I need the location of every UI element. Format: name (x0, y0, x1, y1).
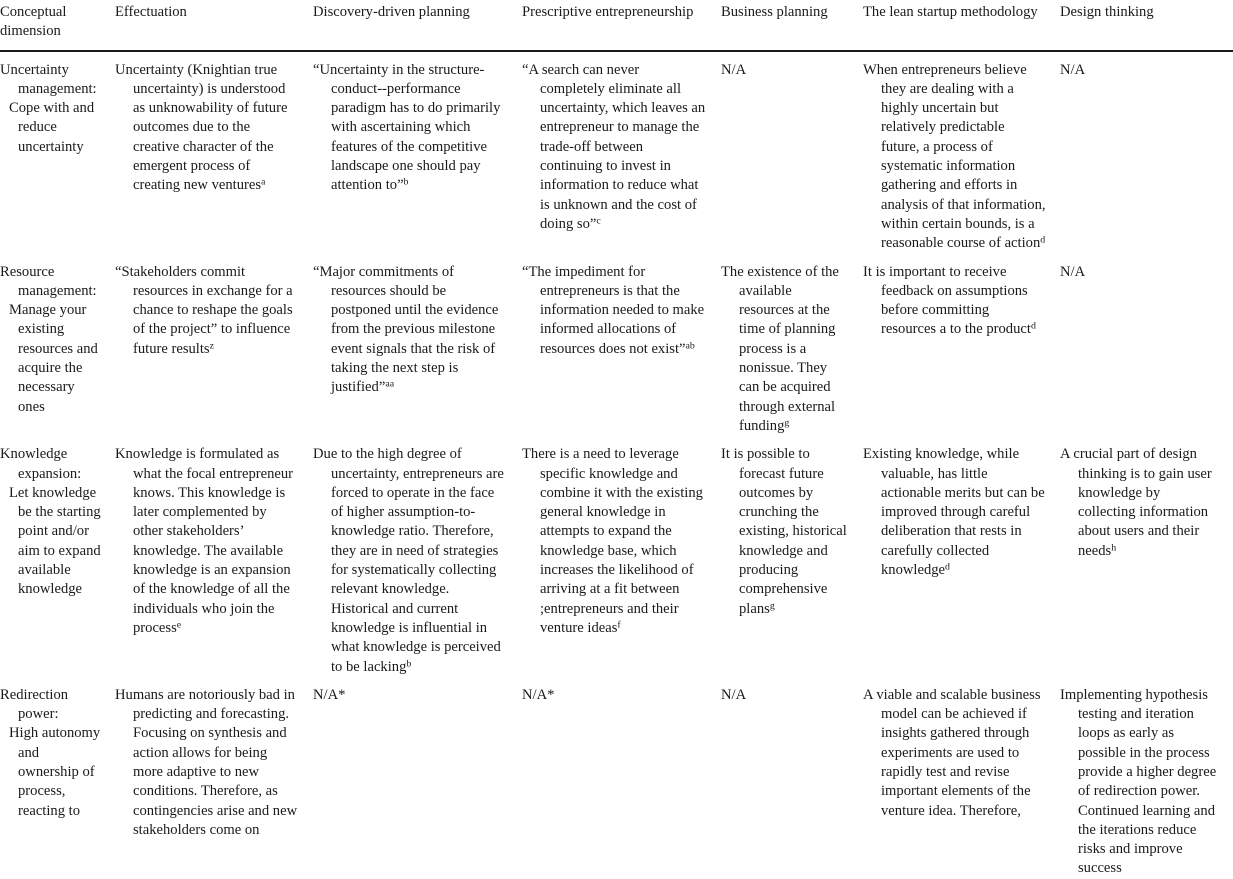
table-row (0, 436, 1233, 677)
column-header-lean-startup-methodology (863, 0, 1060, 51)
footnote-marker: z (209, 340, 215, 352)
dimension-description: Let knowledge be the starting point and/or aim to expand available knowledge (9, 484, 101, 598)
cell-text (1060, 445, 1219, 561)
cell-business-planning (721, 51, 863, 254)
cell-body: Implementing hypothesis testing and iteration loops as early as possible in the process provide a higher degree of redirection power. Continued learning and the iterations reduce risks and improve success (1060, 686, 1217, 877)
cell-body: “Uncertainty in the structure-conduct--performance paradigm has to do primarily with ascertaining which features of the competitive landscape one should pay attention to” (313, 61, 501, 194)
dimension-label: Knowledge expansion: (0, 446, 82, 482)
cell-business-planning (721, 436, 863, 677)
footnote-marker: d (1030, 321, 1036, 332)
cell-text (863, 263, 1046, 340)
column-header-conceptual-dimension (0, 0, 115, 51)
cell-prescriptive-entrepreneurship (522, 254, 721, 437)
cell-body: When entrepreneurs believe they are dealing with a highly uncertain but relatively predictable future, a process of systematic information gathering and efforts in analysis of that information, within certain bounds, is a reasonable course of action (863, 61, 1046, 252)
table-row (0, 254, 1233, 437)
dimension-label: Uncertainty management: (0, 61, 97, 97)
column-header-label: Prescriptive entrepreneurship (522, 4, 694, 20)
column-header-label: Design thinking (1060, 4, 1154, 20)
cell-lean-startup-methodology (863, 677, 1060, 879)
cell-body: N/A (721, 61, 747, 78)
cell-text (313, 445, 508, 677)
cell-prescriptive-entrepreneurship (522, 436, 721, 677)
cell-design-thinking (1060, 436, 1233, 677)
column-header-discovery-driven-planning (313, 0, 522, 51)
cell-text (1060, 686, 1219, 879)
table-row (0, 51, 1233, 254)
cell-design-thinking (1060, 677, 1233, 879)
cell-text (522, 61, 707, 235)
cell-body: N/A (721, 686, 747, 703)
cell-text (721, 61, 849, 80)
dimension-description: Cope with and reduce uncertainty (9, 100, 95, 155)
cell-design-thinking (1060, 51, 1233, 254)
cell-body: There is a need to leverage specific knowledge and combine it with the existing general knowledge in attempts to expand the knowledge base, which increases the likelihood of arriving at a fit between ;entrepreneurs and their venture ideas (522, 446, 703, 636)
cell-body: N/A (1060, 263, 1086, 280)
cell-discovery-driven-planning (313, 436, 522, 677)
column-header-label: The lean startup methodology (863, 4, 1038, 20)
cell-body: Knowledge is formulated as what the focal entrepreneur knows. This knowledge is later complemented by other stakeholders’ knowledge. The available knowledge is an expansion of the knowledge of all the individuals who join the process (115, 446, 294, 636)
cell-body: It is important to receive feedback on assumptions before committing resources a to the product (863, 263, 1031, 338)
footnote-marker: aa (385, 378, 395, 390)
cell-text (313, 61, 508, 196)
cell-conceptual-dimension (0, 51, 115, 254)
cell-effectuation (115, 51, 313, 254)
cell-text (1060, 61, 1219, 80)
cell-business-planning (721, 677, 863, 879)
cell-discovery-driven-planning (313, 254, 522, 437)
cell-conceptual-dimension (0, 677, 115, 879)
cell-discovery-driven-planning (313, 51, 522, 254)
column-header-label: Business planning (721, 4, 828, 20)
cell-prescriptive-entrepreneurship (522, 51, 721, 254)
column-header-label: Conceptual dimension (0, 4, 67, 40)
column-header-label: Effectuation (115, 4, 187, 20)
column-header-effectuation (115, 0, 313, 51)
header-row (0, 0, 1233, 51)
cell-text (863, 61, 1046, 254)
cell-business-planning (721, 254, 863, 437)
cell-lean-startup-methodology (863, 254, 1060, 437)
footnote-marker: f (617, 619, 621, 631)
footnote-marker: g (784, 417, 790, 429)
footnote-marker: h (1111, 542, 1117, 554)
cell-text (115, 686, 299, 840)
cell-body: N/A* (313, 686, 346, 703)
cell-text (313, 263, 508, 398)
cell-text (721, 686, 849, 705)
dimension-description: Manage your existing resources and acquire the necessary ones (9, 302, 98, 415)
footnote-marker: g (769, 600, 775, 612)
cell-design-thinking (1060, 254, 1233, 437)
table-header (0, 0, 1233, 51)
cell-body: “A search can never completely eliminate all uncertainty, which leaves an entrepreneur to manage the trade-off between continuing to invest in information to reduce what is unknown and the cost of doing so” (522, 61, 706, 232)
column-header-label: Discovery-driven planning (313, 4, 470, 20)
footnote-marker: d (945, 561, 950, 573)
cell-body: Humans are notoriously bad in predicting and forecasting. Focusing on synthesis and action allows for being more adaptive to new conditions. Therefore, as contingencies arise and new stakeholders come on (115, 686, 298, 838)
cell-body: N/A* (522, 686, 555, 703)
cell-effectuation (115, 436, 313, 677)
cell-conceptual-dimension (0, 436, 115, 677)
cell-text (721, 445, 849, 619)
cell-body: N/A (1060, 61, 1086, 78)
footnote-marker: c (596, 215, 601, 227)
cell-lean-startup-methodology (863, 436, 1060, 677)
cell-body: Uncertainty (Knightian true uncertainty) is understood as unknowability of future outcomes due to the creative character of the emergent process of creating new ventures (115, 61, 288, 194)
footnote-marker: a (261, 176, 266, 188)
dimension-label: Redirection power: (0, 686, 69, 723)
footnote-marker: ab (685, 340, 695, 352)
cell-body: It is possible to forecast future outcomes by crunching the existing, historical knowledge and producing comprehensive plans (721, 446, 847, 617)
cell-text (522, 263, 707, 359)
dimension-description: High autonomy and ownership of process, reacting to (9, 725, 101, 819)
footnote-marker: d (1040, 234, 1046, 246)
cell-conceptual-dimension (0, 254, 115, 437)
cell-body: Existing knowledge, while valuable, has little actionable merits but can be improved through careful deliberation that rests in carefully collected knowledge (863, 446, 1045, 579)
cell-body: A crucial part of design thinking is to gain user knowledge by collecting information about users and their needs (1060, 446, 1212, 559)
cell-text (1060, 263, 1219, 282)
column-header-prescriptive-entrepreneurship (522, 0, 721, 51)
table-body (0, 51, 1233, 879)
cell-text (522, 686, 707, 705)
cell-discovery-driven-planning (313, 677, 522, 879)
column-header-design-thinking (1060, 0, 1233, 51)
cell-body: “The impediment for entrepreneurs is that the information needed to make informed allocations of resources does not exist” (522, 263, 705, 357)
cell-lean-startup-methodology (863, 51, 1060, 254)
cell-body: “Stakeholders commit resources in exchange for a chance to reshape the goals of the project” to influence future results (115, 263, 293, 357)
cell-body: Due to the high degree of uncertainty, entrepreneurs are forced to operate in the face of higher assumption-to-knowledge ratio. Therefore, they are in need of strategies for systematically collecting relevant knowledge. Historical and current knowledge is influential in what knowledge is perceived to be lacking (313, 446, 504, 675)
footnote-marker: e (176, 619, 182, 631)
footnote-marker: b (403, 176, 409, 188)
cell-text (522, 445, 707, 638)
cell-prescriptive-entrepreneurship (522, 677, 721, 879)
cell-effectuation (115, 677, 313, 879)
cell-text (721, 263, 849, 437)
cell-body: The existence of the available resources at the time of planning process is a nonissue. They can be acquired through external funding (721, 263, 839, 434)
cell-body: “Major commitments of resources should be postponed until the evidence from the previous milestone event signals that the risk of taking the next step is justified” (313, 263, 499, 396)
table-row (0, 677, 1233, 879)
cell-text (863, 686, 1046, 821)
cell-text (115, 445, 299, 638)
cell-text (115, 263, 299, 359)
dimension-label: Resource management: (0, 263, 97, 299)
column-header-business-planning (721, 0, 863, 51)
cell-text (115, 61, 299, 196)
cell-effectuation (115, 254, 313, 437)
cell-body: A viable and scalable business model can be achieved if insights gathered through experiments are used to rapidly test and revise important elements of the venture idea. Therefore, (863, 686, 1041, 819)
footnote-marker: b (406, 658, 412, 670)
cell-text (863, 445, 1046, 580)
cell-text (313, 686, 508, 705)
